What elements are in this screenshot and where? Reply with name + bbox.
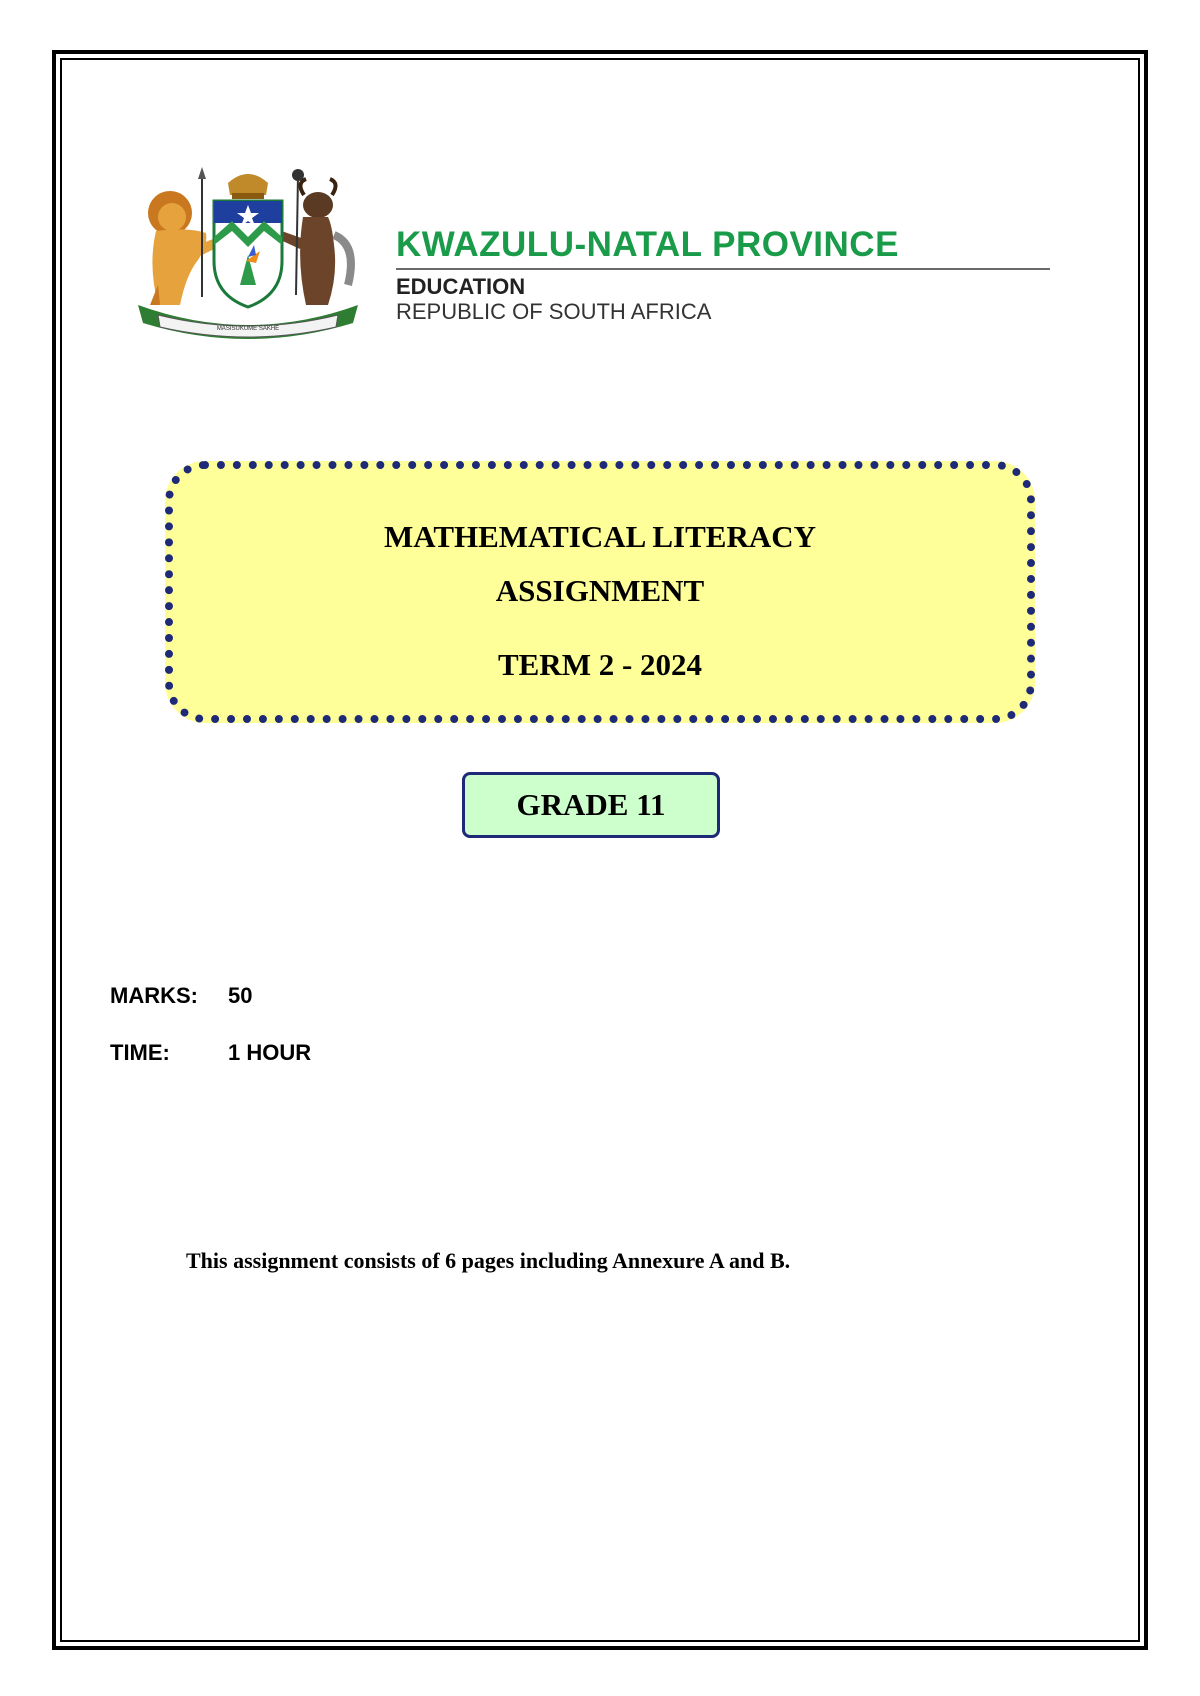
time-value: 1 HOUR [228, 1040, 312, 1065]
time-label: TIME: [110, 1040, 170, 1065]
country-name: REPUBLIC OF SOUTH AFRICA [396, 299, 712, 324]
header-block [396, 225, 1056, 324]
page-count-note: This assignment consists of 6 pages including Annexure A and B. [186, 1248, 791, 1273]
header-divider [396, 268, 1050, 270]
time-row [110, 1040, 311, 1066]
marks-value: 50 [228, 983, 253, 1008]
title-box [165, 461, 1035, 723]
province-title: KWAZULU-NATAL PROVINCE [396, 225, 899, 264]
department-name: EDUCATION [396, 274, 526, 299]
grade-badge: GRADE 11 [462, 772, 720, 838]
coat-of-arms-icon [128, 165, 368, 340]
marks-label: MARKS: [110, 983, 198, 1008]
term-title: TERM 2 - 2024 [497, 647, 703, 682]
crest-motto: MASISUKUME SAKHE [216, 326, 280, 332]
marks-row [110, 983, 252, 1009]
subject-title: MATHEMATICAL LITERACY [383, 519, 817, 554]
assignment-title: ASSIGNMENT [495, 573, 705, 608]
